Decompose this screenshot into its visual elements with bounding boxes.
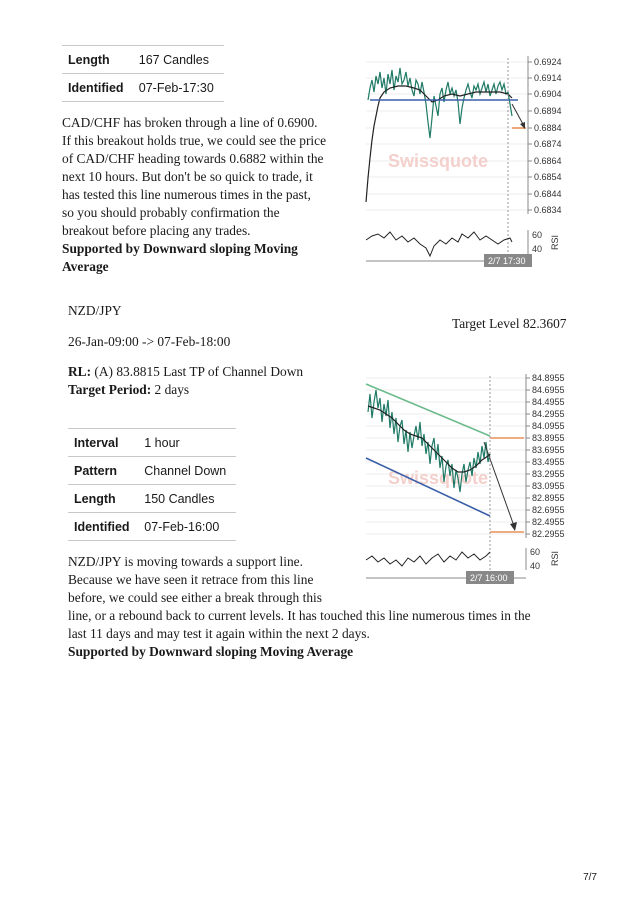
price-tick: 82.6955 [532, 505, 565, 515]
price-tick: 0.6904 [534, 89, 562, 99]
table-key: Identified [68, 513, 138, 541]
table-value: 07-Feb-16:00 [138, 513, 236, 541]
price-tick: 84.2955 [532, 409, 565, 419]
text-line: NZD/JPY is moving towards a support line. [68, 554, 303, 569]
table-key: Interval [68, 429, 138, 457]
watermark: Swissquote [388, 468, 489, 488]
rsi-label: RSI [550, 550, 560, 566]
info-table-1 [62, 45, 224, 102]
rl-label: RL: [68, 364, 92, 379]
table-key: Length [68, 485, 138, 513]
rsi-tick: 60 [530, 547, 541, 557]
price-chart-1 [362, 54, 572, 270]
table-value: Channel Down [138, 457, 236, 485]
price-tick: 0.6854 [534, 172, 562, 182]
table-row [68, 429, 236, 457]
price-tick: 83.8955 [532, 433, 565, 443]
text-line: Because we have seen it retrace from this line [68, 572, 314, 587]
target-period-value: 2 days [151, 382, 190, 397]
watermark: Swissquote [388, 151, 489, 171]
table-key: Pattern [68, 457, 138, 485]
table-value: 1 hour [138, 429, 236, 457]
time-tag-label: 2/7 16:00 [470, 573, 508, 583]
price-tick: 0.6884 [534, 123, 562, 133]
price-tick: 0.6834 [534, 205, 562, 215]
table-row [62, 46, 224, 74]
price-tick: 83.6955 [532, 445, 565, 455]
table-row [68, 485, 236, 513]
table-row [68, 513, 236, 541]
text-line: of CAD/CHF heading towards 0.6882 within the [62, 151, 324, 166]
supported-line: Supported by Downward sloping Moving Average [68, 644, 354, 659]
rsi-tick: 40 [532, 244, 543, 254]
rl-value: (A) 83.8815 Last TP of Channel Down [91, 364, 304, 379]
table-key: Length [62, 46, 133, 74]
rsi-tick: 60 [532, 230, 543, 240]
price-tick: 82.4955 [532, 517, 565, 527]
price-tick: 82.8955 [532, 493, 565, 503]
price-tick: 83.4955 [532, 457, 565, 467]
text-line: next 10 hours. But don't be so quick to trade, it [62, 169, 313, 184]
supported-line: Average [62, 259, 109, 274]
pair-title: NZD/JPY [68, 303, 122, 318]
price-tick: 0.6844 [534, 189, 562, 199]
table-key: Identified [62, 74, 133, 102]
period-range: 26-Jan-09:00 -> 07-Feb-18:00 [68, 334, 231, 349]
analysis-paragraph-1 [62, 114, 362, 276]
price-tick: 84.4955 [532, 397, 565, 407]
text-line: If this breakout holds true, we could see the price [62, 133, 327, 148]
page-number: 7/7 [583, 872, 597, 883]
time-tag-label: 2/7 17:30 [488, 256, 526, 266]
price-tick: 0.6894 [534, 106, 562, 116]
supported-line: Supported by Downward sloping Moving [62, 241, 298, 256]
target-period-info [68, 381, 189, 399]
text-line: breakout before placing any trades. [62, 223, 251, 238]
price-tick: 82.2955 [532, 529, 565, 539]
price-tick: 84.8955 [532, 373, 565, 383]
text-line: before, we could see either a break through this [68, 590, 322, 605]
price-tick: 83.2955 [532, 469, 565, 479]
text-line: line, or a rebound back to current levels. It has touched this line numerous times in the [68, 608, 531, 623]
price-tick: 84.0955 [532, 421, 565, 431]
target-level: Target Level 82.3607 [452, 316, 567, 331]
text-line: CAD/CHF has broken through a line of 0.6900. [62, 115, 318, 130]
price-tick: 0.6864 [534, 156, 562, 166]
text-line: last 11 days and may test it again within the next 2 days. [68, 626, 370, 641]
table-row [62, 74, 224, 102]
table-row [68, 457, 236, 485]
info-table-2 [68, 428, 236, 541]
text-line: so you should probably confirmation the [62, 205, 280, 220]
rsi-tick: 40 [530, 561, 541, 571]
price-tick: 83.0955 [532, 481, 565, 491]
resistance-line-info [68, 363, 303, 381]
table-value: 07-Feb-17:30 [133, 74, 224, 102]
table-value: 150 Candles [138, 485, 236, 513]
price-tick: 0.6914 [534, 73, 562, 83]
price-tick: 0.6874 [534, 139, 562, 149]
rsi-label: RSI [550, 234, 560, 250]
price-tick: 84.6955 [532, 385, 565, 395]
target-period-label: Target Period: [68, 382, 152, 397]
price-chart-2 [362, 372, 572, 586]
text-line: has tested this line numerous times in the past, [62, 187, 311, 202]
price-tick: 0.6924 [534, 57, 562, 67]
table-value: 167 Candles [133, 46, 224, 74]
